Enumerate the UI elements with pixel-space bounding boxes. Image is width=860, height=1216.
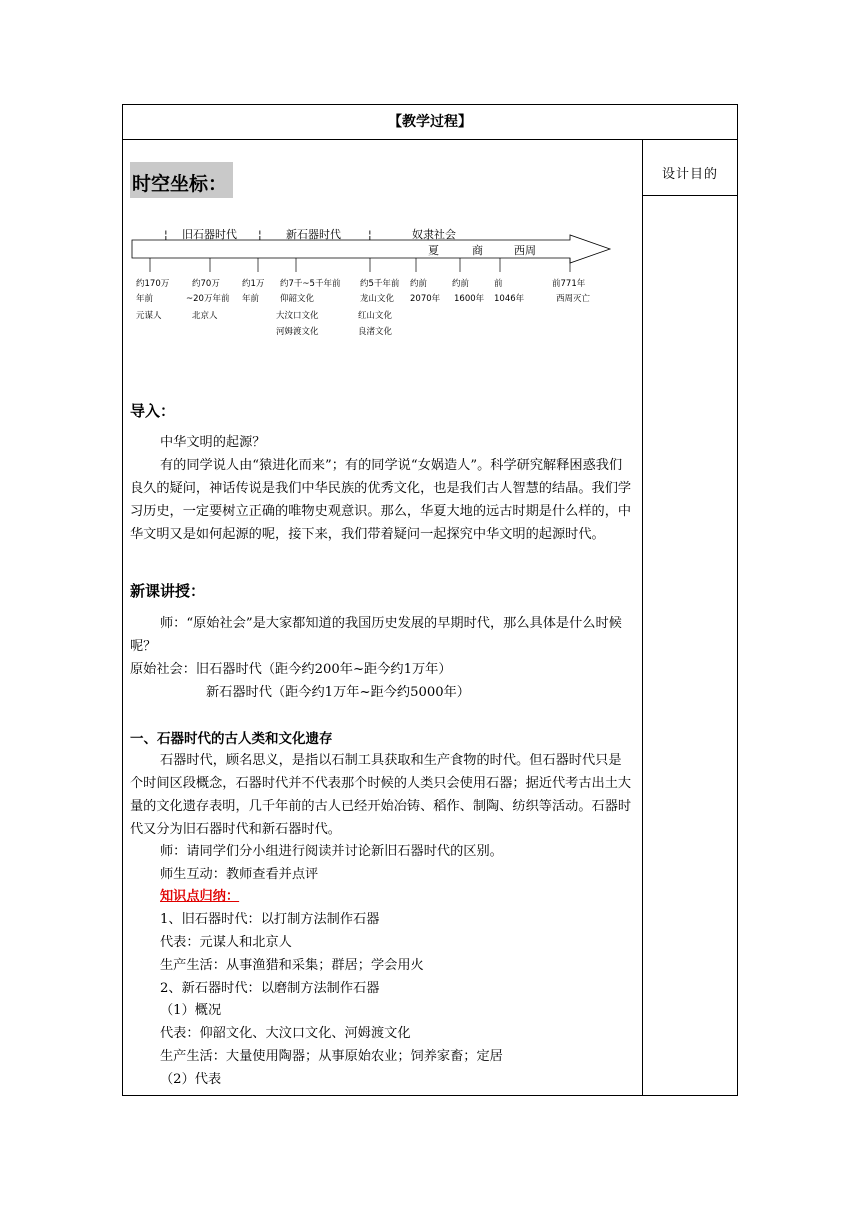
paleolithic-life: 生产生活：从事渔猎和采集；群居；学会用火 [160, 958, 424, 973]
neolithic-line: 新石器时代（距今约1万年~距今约5000年） [206, 685, 470, 700]
timeline-diagram [130, 222, 620, 342]
timeline-label: 1046年 [494, 294, 525, 304]
period-label: 旧石器时代 [182, 228, 237, 241]
timeline-label: 河姆渡文化 [276, 327, 319, 337]
representatives-label: （2）代表 [160, 1072, 222, 1087]
timeline-label: 约前 [410, 279, 428, 289]
timeline-title: 时空坐标： [130, 162, 233, 198]
timeline-label: 前771年 [552, 279, 586, 289]
knowledge-summary-label: 知识点归纳： [160, 889, 240, 904]
overview-label: （1）概况 [160, 1003, 222, 1018]
section1-heading: 一、石器时代的古人类和文化遗存 [130, 731, 333, 747]
timeline-label: 约1万 [242, 279, 265, 289]
neolithic-item: 2、新石器时代：以磨制方法制作石器 [160, 981, 380, 996]
timeline-label: 约前 [452, 279, 470, 289]
timeline-label: 年前 [242, 294, 260, 304]
period-separator: ¦ [258, 228, 262, 241]
timeline-label: 约70万 [192, 279, 220, 289]
timeline-label: 前 [494, 279, 503, 289]
table-header: 【教学过程】 [123, 105, 737, 140]
timeline-label: 仰韶文化 [280, 294, 315, 304]
timeline-label: 年前 [136, 294, 154, 304]
dynasty-label: 夏 [428, 244, 439, 257]
timeline-label: 红山文化 [358, 311, 393, 321]
timeline-label: 北京人 [192, 311, 218, 321]
intro-question: 中华文明的起源？ [160, 435, 266, 450]
dynasty-label: 商 [472, 244, 483, 257]
interaction-note: 师生互动：教师查看并点评 [160, 867, 319, 882]
stone-age-paragraph: 石器时代，顾名思义，是指以石制工具获取和生产食物的时代。但石器时代只是个时间区段概念，石器时代并不代表那个时候的人类只会使用石器；据近代考古出土大量的文化遗存表明，几千年前的古人已经开始冶铸、稻作、制陶、纺织等活动。石器时代又分为旧石器时代和新石器时代。 [130, 753, 632, 837]
timeline-label: 2070年 [410, 294, 441, 304]
dynasty-label: 西周 [514, 244, 536, 257]
period-label: 新石器时代 [286, 228, 341, 241]
period-label: 奴隶社会 [412, 228, 456, 241]
column-divider [642, 139, 643, 1095]
timeline-label: 良渚文化 [358, 327, 393, 337]
timeline-label: 约7千~5千年前 [280, 279, 341, 289]
timeline-label: 1600年 [454, 294, 485, 304]
intro-heading: 导入： [130, 402, 176, 420]
teacher-instruction: 师：请同学们分小组进行阅读并讨论新旧石器时代的区别。 [160, 844, 503, 859]
neolithic-representatives: 代表：仰韶文化、大汶口文化、河姆渡文化 [160, 1026, 411, 1041]
period-separator: ¦ [164, 228, 168, 241]
design-purpose-header: 设计目的 [643, 139, 737, 196]
primitive-society-line: 原始社会：旧石器时代（距今约200年~距今约1万年） [130, 662, 452, 677]
timeline-label: 龙山文化 [360, 294, 395, 304]
timeline-label: 约170万 [136, 279, 170, 289]
lesson-heading: 新课讲授： [130, 582, 206, 600]
timeline-label: ~20万年前 [186, 294, 230, 304]
paleolithic-item: 1、旧石器时代：以打制方法制作石器 [160, 912, 380, 927]
timeline-label: 大汶口文化 [276, 311, 319, 321]
timeline-label: 约5千年前 [360, 279, 400, 289]
intro-paragraph: 有的同学说人由“猿进化而来”；有的同学说“女娲造人”。科学研究解释困惑我们良久的疑问，神话传说是我们中华民族的优秀文化，也是我们古人智慧的结晶。我们学习历史，一定要树立正确的唯物史观意识。那么，华夏大地的远古时期是什么样的，中华文明又是如何起源的呢，接下来，我们带着疑问一起探究中华文明的起源时代。 [130, 458, 632, 542]
paleolithic-representatives: 代表：元谋人和北京人 [160, 935, 292, 950]
neolithic-life: 生产生活：大量使用陶器；从事原始农业；饲养家畜；定居 [160, 1049, 503, 1064]
timeline-label: 西周灭亡 [556, 294, 591, 304]
teacher-question: 师：“原始社会”是大家都知道的我国历史发展的早期时代，那么具体是什么时候呢？ [130, 616, 622, 654]
timeline-label: 元谋人 [136, 311, 162, 321]
period-separator: ¦ [368, 228, 372, 241]
